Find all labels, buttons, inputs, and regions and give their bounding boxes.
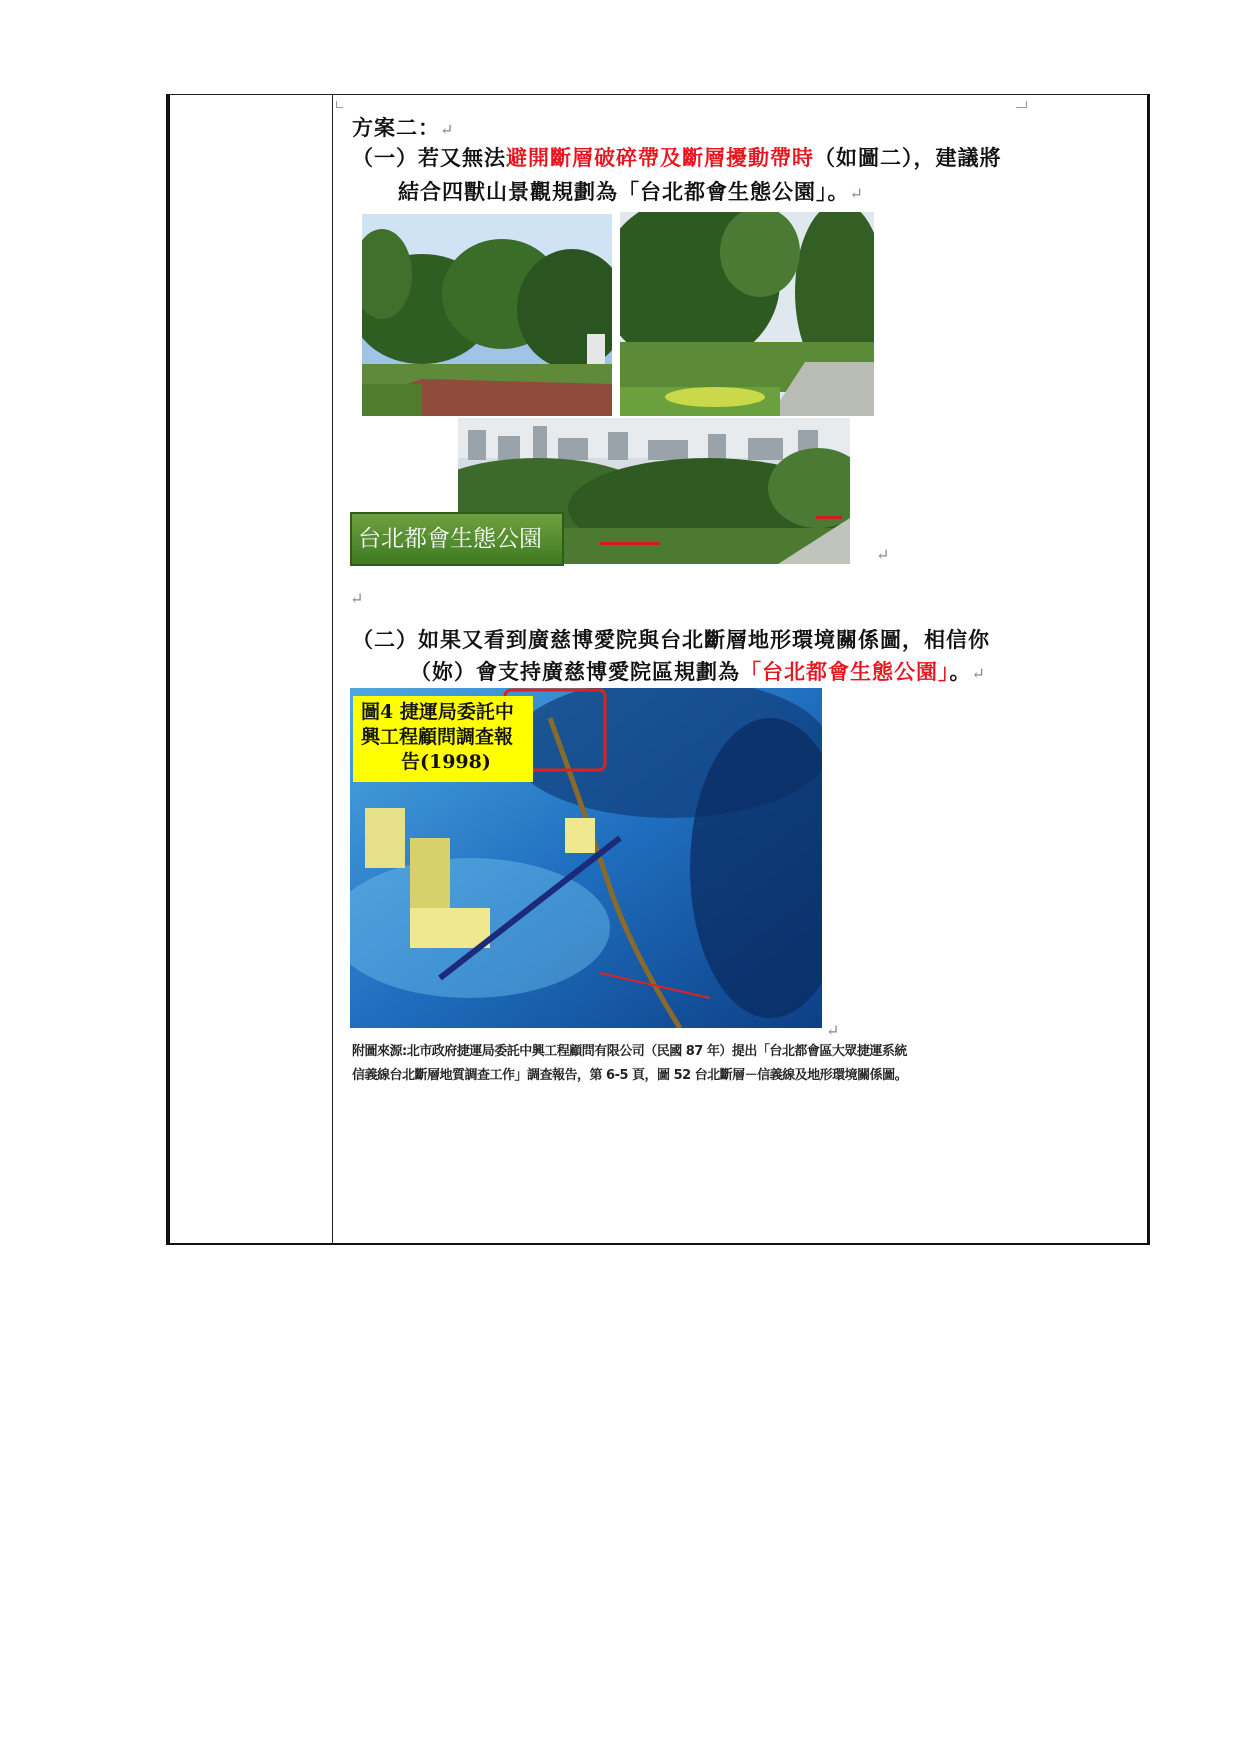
column-divider [332,95,333,1243]
map-paragraph-mark: ↵ [826,1021,841,1040]
source-note-line2: 信義線台北斷層地質調查工作」調查報告，第 6-5 頁，圖 52 台北斷層－信義線及地形環境關係圖。 [352,1068,908,1083]
empty-paragraph: ↵ [350,589,365,608]
photo-paragraph-mark: ↵ [876,545,891,564]
section2-line1: （二）如果又看到廣慈博愛院與台北斷層地形環境關係圖，相信你 [352,627,990,652]
source-note-line1: 附圖來源:北市政府捷運局委託中興工程顧問有限公司（民國 87 年）提出「台北都會區大眾捷運系統 [352,1044,907,1059]
map-label-line2: 興工程顧問調查報 [361,726,514,748]
photo-caption: 台北都會生態公園 [350,512,564,566]
park-photo-left [362,214,612,416]
margin-corner-right [1016,101,1027,108]
park-photo-right [620,212,874,416]
margin-corner-left [336,101,343,108]
plan-title: 方案二：↵ [352,115,455,140]
section2-line2: （妳）會支持廣慈博愛院區規劃為「台北都會生態公園」。↵ [410,659,986,684]
map-label-line1: 圖4 捷運局委託中 [361,701,514,723]
map-label-box [353,696,533,782]
section1-line2: 結合四獸山景觀規劃為「台北都會生態公園」。↵ [398,179,864,204]
map-label-line3: 告(1998) [401,751,491,773]
section1-line1: （一）若又無法避開斷層破碎帶及斷層擾動帶時（如圖二），建議將 [352,145,1002,170]
